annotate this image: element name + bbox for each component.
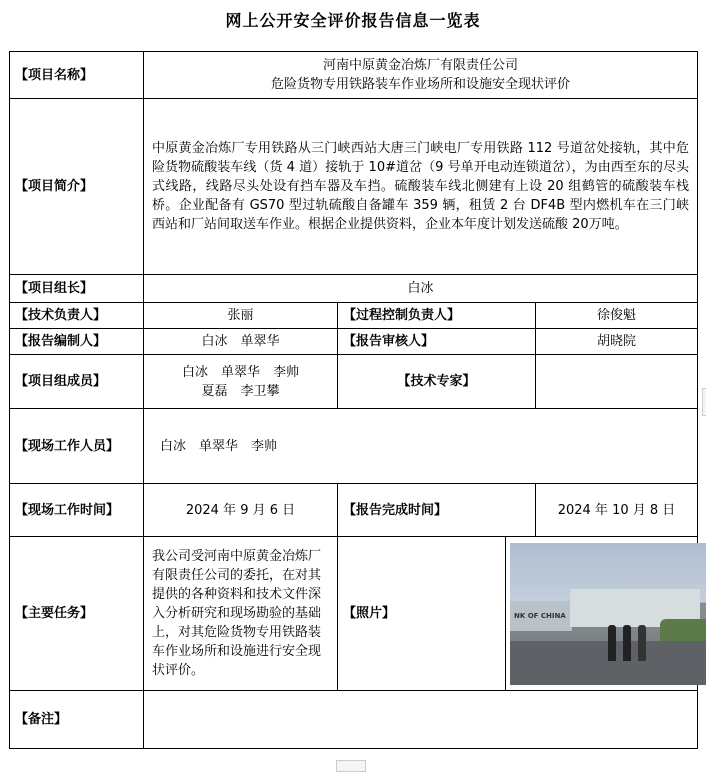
team-members-line2: 夏磊 李卫攀 (201, 383, 280, 399)
report-done-time-value: 2024 年 10 月 8 日 (536, 484, 698, 537)
photo-trees (660, 619, 706, 641)
label-team-members: 【项目组成员】 (10, 355, 144, 409)
info-table (9, 51, 698, 749)
photo-person-2 (623, 625, 631, 661)
label-photo: 【照片】 (338, 537, 506, 691)
label-remarks: 【备注】 (10, 691, 144, 749)
project-name-line1: 河南中原黄金冶炼厂有限责任公司 (323, 58, 519, 73)
label-tech-lead: 【技术负责人】 (10, 303, 144, 329)
field-time-value: 2024 年 9 月 6 日 (144, 484, 338, 537)
label-field-time: 【现场工作时间】 (10, 484, 144, 537)
bottom-resize-handle[interactable] (336, 760, 366, 772)
report-reviewer-value: 胡晓院 (536, 329, 698, 355)
label-project-intro: 【项目简介】 (10, 99, 144, 275)
label-team-leader: 【项目组长】 (10, 275, 144, 303)
photo-person-1 (608, 625, 616, 661)
main-task-value: 我公司受河南中原黄金冶炼厂有限责任公司的委托，在对其提供的各种资料和技术文件深入分析研究和现场勘验的基础上，对其危险货物专用铁路装车作业场所和设施进行安全现状评价。 (144, 537, 338, 691)
photo-cell (506, 537, 698, 691)
photo-person-3 (638, 625, 646, 661)
tech-expert-value (536, 355, 698, 409)
team-leader-value: 白冰 (144, 275, 698, 303)
team-members-value (144, 355, 338, 409)
site-photo (510, 543, 706, 685)
report-author-value: 白冰 单翠华 (144, 329, 338, 355)
page-title: 网上公开安全评价报告信息一览表 (225, 11, 481, 30)
side-scroll-tab[interactable] (702, 388, 706, 416)
label-process-control: 【过程控制负责人】 (338, 303, 536, 329)
label-project-name: 【项目名称】 (10, 52, 144, 99)
process-control-value: 徐俊魁 (536, 303, 698, 329)
label-main-task: 【主要任务】 (10, 537, 144, 691)
field-staff-value: 白冰 单翠华 李帅 (144, 409, 698, 484)
label-report-author: 【报告编制人】 (10, 329, 144, 355)
photo-bank-sign: NK OF CHINA (514, 611, 566, 620)
project-intro-value: 中原黄金冶炼厂专用铁路从三门峡西站大唐三门峡电厂专用铁路 112 号道岔处接轨，其中危险货物硫酸装车线（货 4 道）接轨于 10#道岔（9 号单开电动连锁道岔），为由西至东的尽头式线路，线路尽头处设有挡车器及车挡。硫酸装车线北侧建有上设 20 组鹤管的硫酸装车栈桥。企业配备有 GS70 型过轨硫酸自备罐车 359 辆，租赁 2 台 DF4B 型内燃机车在三门峡西站和厂站间取送车作业。根据企业提供资料，企业本年度计划发送硫酸 20万吨。 (144, 99, 698, 275)
label-field-staff: 【现场工作人员】 (10, 409, 144, 484)
tech-lead-value: 张丽 (144, 303, 338, 329)
project-name-line2: 危险货物专用铁路装车作业场所和设施安全现状评价 (271, 77, 571, 92)
team-members-line1: 白冰 单翠华 李帅 (181, 364, 299, 380)
label-report-reviewer: 【报告审核人】 (338, 329, 536, 355)
label-report-done-time: 【报告完成时间】 (338, 484, 536, 537)
label-tech-expert: 【技术专家】 (338, 355, 536, 409)
project-name-value (144, 52, 698, 99)
remarks-value (144, 691, 698, 749)
